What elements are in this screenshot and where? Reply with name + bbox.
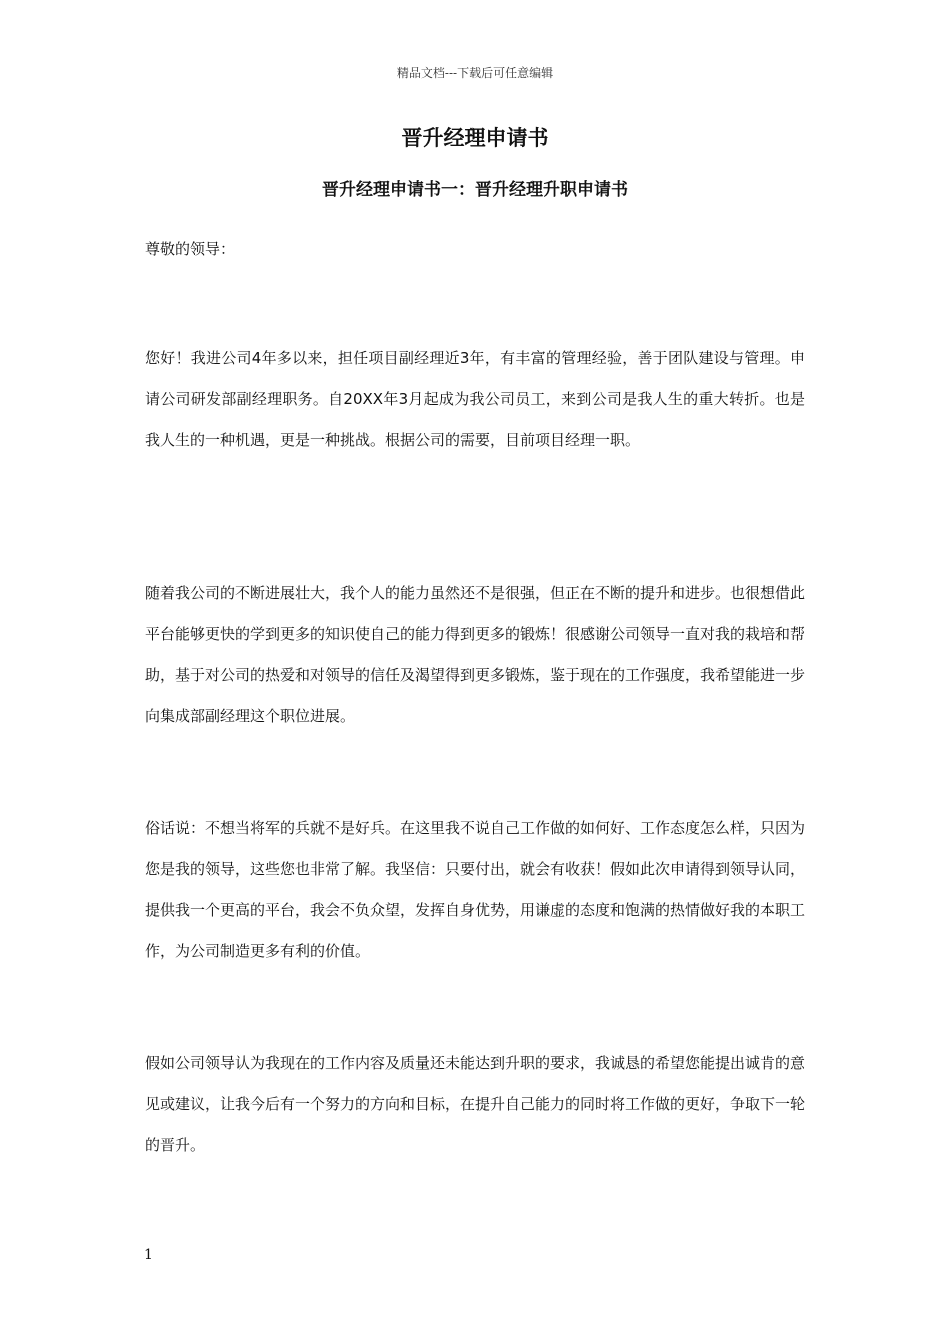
body-paragraph: 俗话说：不想当将军的兵就不是好兵。在这里我不说自己工作做的如何好、工作态度怎么样，只因为您是我的领导，这些您也非常了解。我坚信：只要付出，就会有收获！假如此次申请得到领导认同，提供我一个更高的平台，我会不负众望，发挥自身优势，用谦虚的态度和饱满的热情做好我的本职工作，为公司制造更多有利的价值。 (145, 819, 806, 960)
body-paragraph: 假如公司领导认为我现在的工作内容及质量还未能达到升职的要求，我诚恳的希望您能提出诚肯的意见或建议，让我今后有一个努力的方向和目标，在提升自己能力的同时将工作做的更好，争取下一轮的晋升。 (145, 1054, 806, 1154)
body-paragraph: 您好！我进公司4年多以来，担任项目副经理近3年，有丰富的管理经验，善于团队建设与管理。申请公司研发部副经理职务。自20XX年3月起成为我公司员工，来到公司是我人生的重大转折。也是我人生的一种机遇，更是一种挑战。根据公司的需要，目前项目经理一职。 (145, 349, 805, 449)
salutation: 尊敬的领导： (145, 240, 236, 258)
page-header: 精品文档---下载后可任意编辑 (396, 66, 554, 80)
document-title: 晋升经理申请书 (401, 126, 549, 150)
document-subtitle: 晋升经理申请书一：晋升经理升职申请书 (322, 180, 628, 200)
body-paragraph: 随着我公司的不断进展壮大，我个人的能力虽然还不是很强，但正在不断的提升和进步。也很想借此平台能够更快的学到更多的知识使自己的能力得到更多的锻炼！很感谢公司领导一直对我的栽培和帮助，基于对公司的热爱和对领导的信任及渴望得到更多锻炼，鉴于现在的工作强度，我希望能进一步向集成部副经理这个职位进展。 (145, 584, 806, 725)
page-number: 1 (144, 1247, 153, 1263)
